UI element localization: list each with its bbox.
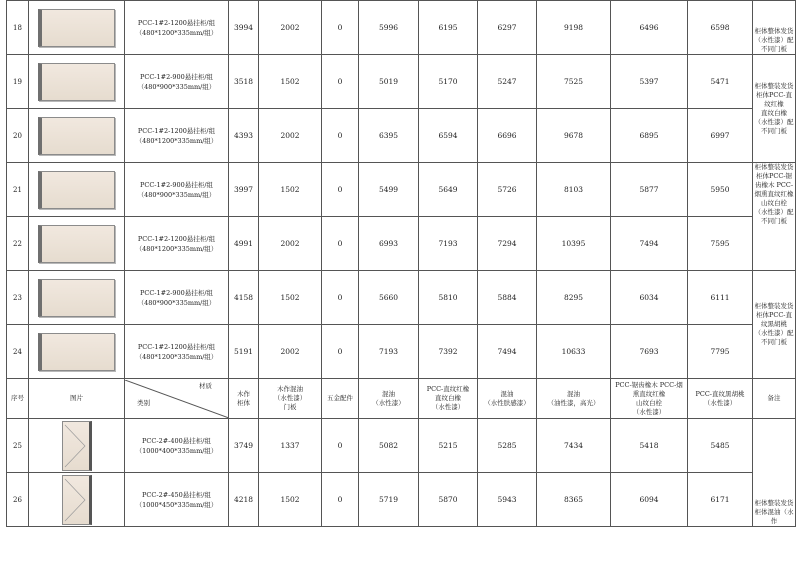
product-dimensions: （480*900*335mm/组）: [137, 82, 216, 91]
cabinet-image: [38, 117, 115, 155]
cabinet-image: [38, 171, 115, 209]
price-cell: 5082: [359, 419, 419, 473]
product-dimensions: （480*1200*335mm/组）: [135, 136, 218, 145]
row-number: 24: [7, 325, 29, 379]
product-name: PCC-1#2-900悬挂柜/组: [139, 180, 214, 189]
product-thumbnail: [29, 325, 125, 379]
table-body-top: [7, 1, 796, 379]
material-cell: [125, 109, 229, 163]
price-cell: 2002: [259, 1, 322, 55]
price-table: [6, 0, 796, 527]
table-row: [7, 163, 796, 217]
price-cell: 5877: [611, 163, 688, 217]
material-cell: [125, 473, 229, 527]
price-cell: 7595: [688, 217, 753, 271]
product-thumbnail: [29, 271, 125, 325]
price-cell: 6496: [611, 1, 688, 55]
price-cell: 0: [322, 217, 359, 271]
table-row: [7, 473, 796, 527]
price-cell: 6997: [688, 109, 753, 163]
cabinet-image: [38, 63, 115, 101]
price-cell: 1502: [259, 271, 322, 325]
product-name: PCC-1#2-1200悬挂柜/组: [137, 126, 216, 135]
table-row: [7, 271, 796, 325]
price-cell: 7392: [419, 325, 478, 379]
price-cell: 5870: [419, 473, 478, 527]
price-cell: 10633: [537, 325, 611, 379]
cabinet-image: [62, 475, 92, 525]
price-cell: 7193: [359, 325, 419, 379]
price-cell: 2002: [259, 325, 322, 379]
price-sheet: [6, 0, 795, 528]
product-dimensions: （480*1200*335mm/组）: [135, 352, 218, 361]
row-number: 26: [7, 473, 29, 527]
header-col: 混油 （水性肤感漆）: [478, 379, 537, 419]
price-cell: 5418: [611, 419, 688, 473]
cabinet-image: [38, 9, 115, 47]
product-dimensions: （480*1200*335mm/组）: [135, 28, 218, 37]
cabinet-image: [38, 279, 115, 317]
price-cell: 5719: [359, 473, 419, 527]
price-cell: 0: [322, 1, 359, 55]
price-cell: 6594: [419, 109, 478, 163]
row-number: 21: [7, 163, 29, 217]
price-cell: 8365: [537, 473, 611, 527]
row-number: 20: [7, 109, 29, 163]
cabinet-image: [62, 421, 92, 471]
price-cell: 9198: [537, 1, 611, 55]
material-cell: [125, 163, 229, 217]
price-cell: 5499: [359, 163, 419, 217]
material-cell: [125, 217, 229, 271]
price-cell: 5485: [688, 419, 753, 473]
header-col: PCC-锯齿橡木 PCC-烟 熏直纹红橡 山纹白栓 （水性漆）: [611, 379, 688, 419]
product-dimensions: （480*1200*335mm/组）: [135, 244, 218, 253]
cabinet-image: [38, 225, 115, 263]
price-cell: 6094: [611, 473, 688, 527]
price-cell: 7434: [537, 419, 611, 473]
table-body-bottom: [7, 419, 796, 527]
price-cell: 7525: [537, 55, 611, 109]
header-col: PCC-直纹黑胡桃 （水性漆）: [688, 379, 753, 419]
product-name: PCC-1#2-1200悬挂柜/组: [137, 18, 216, 27]
price-cell: 6195: [419, 1, 478, 55]
remark-cell: 柜体整装发货 柜体PCC-直纹黑胡桃 （水性漆）配不同门板: [753, 271, 796, 379]
table-row: [7, 419, 796, 473]
price-cell: 6297: [478, 1, 537, 55]
price-cell: 2002: [259, 217, 322, 271]
price-cell: 6171: [688, 473, 753, 527]
remark-cell: 柜体整装发货 柜体PCC-直纹红橡 直纹白橡 （水性漆）配不同门板: [753, 55, 796, 163]
material-cell: [125, 55, 229, 109]
table-row: [7, 55, 796, 109]
price-cell: 6395: [359, 109, 419, 163]
remark-cell: 柜体整装发货 柜体PCC-锯齿橡木 PCC-烟熏直纹红橡 山纹白栓 （水性漆）配不同门板: [753, 163, 796, 271]
price-cell: 5191: [229, 325, 259, 379]
price-cell: 0: [322, 271, 359, 325]
table-row: [7, 217, 796, 271]
price-cell: 5649: [419, 163, 478, 217]
product-dimensions: （1000*450*335mm/组）: [135, 500, 218, 509]
material-cell: [125, 271, 229, 325]
price-cell: 1502: [259, 55, 322, 109]
remark-cell: 柜体整装发货 柜体混油（水作: [753, 419, 796, 527]
price-cell: 1502: [259, 163, 322, 217]
header-col: 五金配件: [322, 379, 359, 419]
price-cell: 4158: [229, 271, 259, 325]
price-cell: 5019: [359, 55, 419, 109]
product-dimensions: （1000*400*335mm/组）: [135, 446, 218, 455]
price-cell: 0: [322, 325, 359, 379]
table-row: [7, 109, 796, 163]
price-cell: 7795: [688, 325, 753, 379]
table-row: [7, 1, 796, 55]
header-col: PCC-直纹红橡 直纹白橡 （水性漆）: [419, 379, 478, 419]
header-image: 图片: [29, 379, 125, 419]
price-cell: 4393: [229, 109, 259, 163]
header-seq: 序号: [7, 379, 29, 419]
header-category: 类别: [137, 398, 150, 407]
price-cell: 6993: [359, 217, 419, 271]
price-cell: 0: [322, 473, 359, 527]
price-cell: 8295: [537, 271, 611, 325]
price-cell: 5884: [478, 271, 537, 325]
price-cell: 10395: [537, 217, 611, 271]
product-thumbnail: [29, 55, 125, 109]
price-cell: 5285: [478, 419, 537, 473]
price-cell: 7494: [478, 325, 537, 379]
price-cell: 1337: [259, 419, 322, 473]
price-cell: 6034: [611, 271, 688, 325]
price-cell: 5170: [419, 55, 478, 109]
product-dimensions: （480*900*335mm/组）: [137, 190, 216, 199]
price-cell: 6696: [478, 109, 537, 163]
price-cell: 7193: [419, 217, 478, 271]
cabinet-image: [38, 333, 115, 371]
material-cell: [125, 1, 229, 55]
price-cell: 5247: [478, 55, 537, 109]
product-dimensions: （480*900*335mm/组）: [137, 298, 216, 307]
header-material: 材质: [199, 381, 212, 390]
product-name: PCC-2#-400悬挂柜/组: [142, 436, 211, 445]
price-cell: 5996: [359, 1, 419, 55]
product-name: PCC-1#2-900悬挂柜/组: [139, 72, 214, 81]
price-cell: 3994: [229, 1, 259, 55]
row-number: 23: [7, 271, 29, 325]
price-cell: 7494: [611, 217, 688, 271]
price-cell: 5726: [478, 163, 537, 217]
header-col: 木作 柜体: [229, 379, 259, 419]
product-thumbnail: [29, 163, 125, 217]
row-number: 22: [7, 217, 29, 271]
price-cell: 5471: [688, 55, 753, 109]
price-cell: 8103: [537, 163, 611, 217]
product-name: PCC-1#2-1200悬挂柜/组: [137, 234, 216, 243]
price-cell: 1502: [259, 473, 322, 527]
price-cell: 5215: [419, 419, 478, 473]
header-col: 混油 （水性漆）: [359, 379, 419, 419]
product-name: PCC-2#-450悬挂柜/组: [142, 490, 211, 499]
product-thumbnail: [29, 419, 125, 473]
price-cell: 6111: [688, 271, 753, 325]
price-cell: 5943: [478, 473, 537, 527]
header-col: 混油 （油性漆，高光）: [537, 379, 611, 419]
price-cell: 7294: [478, 217, 537, 271]
price-cell: 0: [322, 55, 359, 109]
remark-cell: 柜体整体发货（水性漆）配不同门板: [753, 1, 796, 55]
price-cell: 3997: [229, 163, 259, 217]
row-number: 18: [7, 1, 29, 55]
price-cell: 2002: [259, 109, 322, 163]
price-cell: 0: [322, 109, 359, 163]
product-name: PCC-1#2-1200悬挂柜/组: [137, 342, 216, 351]
product-thumbnail: [29, 109, 125, 163]
material-cell: [125, 419, 229, 473]
header-col: 备注: [753, 379, 796, 419]
product-thumbnail: [29, 217, 125, 271]
row-number: 25: [7, 419, 29, 473]
price-cell: 5660: [359, 271, 419, 325]
table-header: [7, 379, 796, 419]
price-cell: 0: [322, 419, 359, 473]
header-material-category: [125, 379, 229, 419]
price-cell: 3749: [229, 419, 259, 473]
price-cell: 4991: [229, 217, 259, 271]
price-cell: 0: [322, 163, 359, 217]
price-cell: 5950: [688, 163, 753, 217]
price-cell: 3518: [229, 55, 259, 109]
header-col: 木作混油 （水性漆） 门板: [259, 379, 322, 419]
price-cell: 5810: [419, 271, 478, 325]
row-number: 19: [7, 55, 29, 109]
material-cell: [125, 325, 229, 379]
product-name: PCC-1#2-900悬挂柜/组: [139, 288, 214, 297]
product-thumbnail: [29, 473, 125, 527]
product-thumbnail: [29, 1, 125, 55]
price-cell: 6598: [688, 1, 753, 55]
price-cell: 9678: [537, 109, 611, 163]
table-row: [7, 325, 796, 379]
price-cell: 6895: [611, 109, 688, 163]
price-cell: 7693: [611, 325, 688, 379]
price-cell: 4218: [229, 473, 259, 527]
price-cell: 5397: [611, 55, 688, 109]
